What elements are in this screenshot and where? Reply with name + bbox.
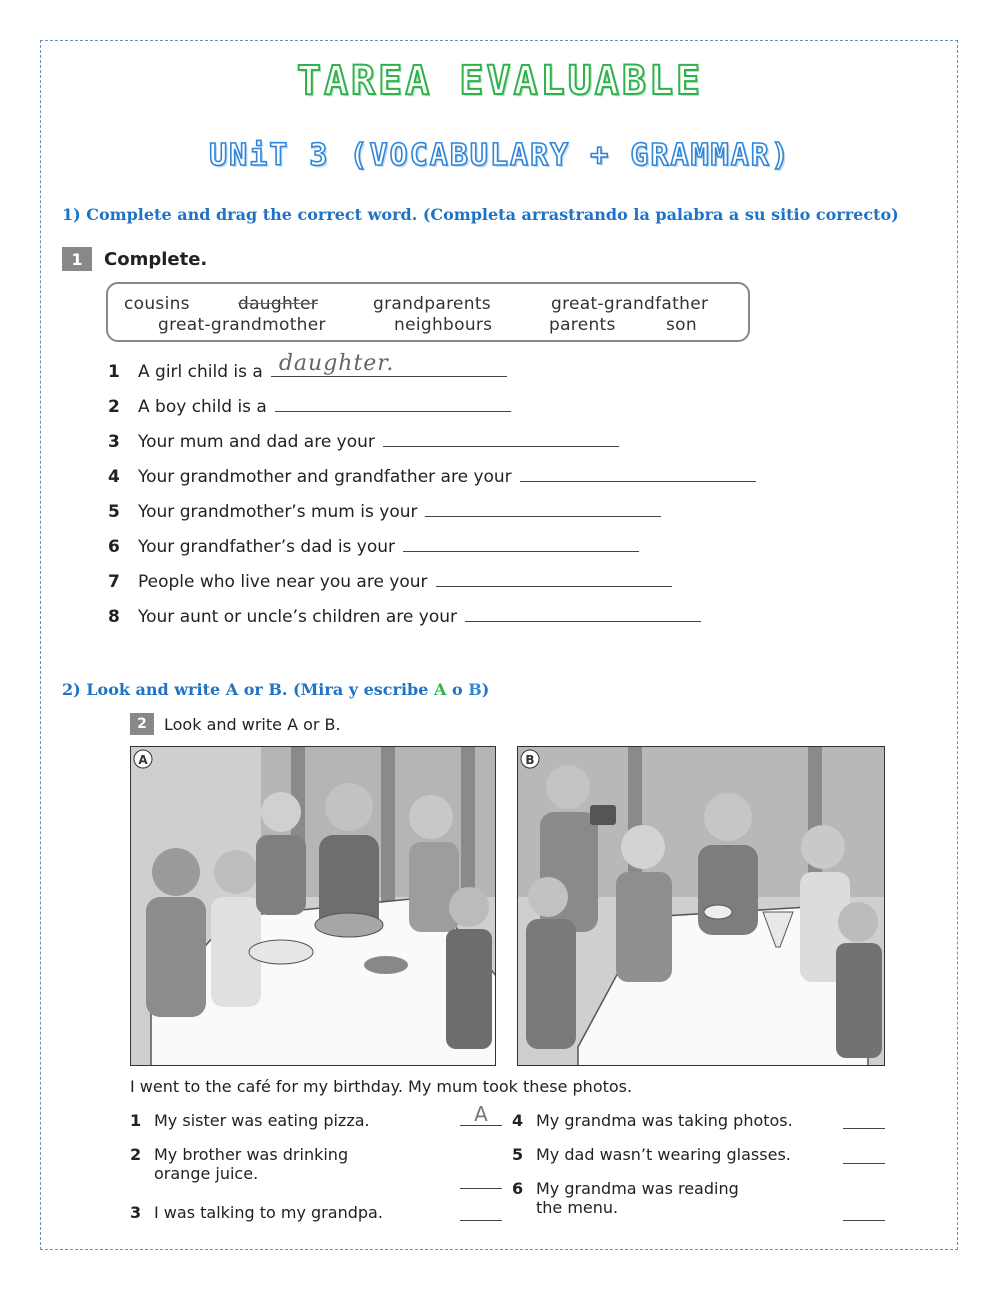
photo-b [517, 746, 885, 1066]
answer-input[interactable] [843, 1108, 885, 1129]
question-text: My grandma was reading the menu. [536, 1179, 739, 1217]
answer-input[interactable] [843, 1143, 885, 1164]
question-text: My grandma was taking photos. [536, 1111, 793, 1130]
question-row: 8 Your aunt or uncle’s children are your [108, 603, 701, 627]
photo-caption: I went to the café for my birthday. My mum took these photos. [130, 1077, 633, 1096]
answer-drop-zone[interactable] [271, 351, 507, 377]
word-chip[interactable]: neighbours [394, 315, 493, 335]
answer-drop-zone[interactable] [275, 393, 511, 412]
question-row: 1 A girl child is a daughter. [108, 358, 507, 382]
question-text: My dad wasn’t wearing glasses. [536, 1145, 791, 1164]
answer-drop-zone[interactable] [436, 568, 672, 587]
answer-input[interactable] [460, 1200, 502, 1221]
answer-drop-zone[interactable] [520, 463, 756, 482]
question-row: 5 My dad wasn’t wearing glasses. [512, 1145, 791, 1164]
page-title: TAREA EVALUABLE [296, 58, 704, 104]
question-row: 4 Your grandmother and grandfather are your [108, 463, 756, 487]
exercise1-header [62, 247, 207, 271]
word-chip[interactable]: great-grandfather [551, 294, 709, 314]
exercise1-title: Complete. [104, 248, 208, 270]
question-text: Your grandmother and grandfather are your [138, 467, 512, 487]
exercise1-number: 1 [62, 247, 92, 271]
question-row: 4 My grandma was taking photos. [512, 1111, 793, 1130]
question-row: 7 People who live near you are your [108, 568, 672, 592]
photo-a [130, 746, 496, 1066]
question-row: 1 My sister was eating pizza. [130, 1111, 370, 1130]
word-chip-used[interactable]: daughter [238, 294, 319, 314]
question-text: People who live near you are your [138, 572, 428, 592]
answer-drop-zone[interactable] [465, 603, 701, 622]
question-row: 3 I was talking to my grandpa. [130, 1203, 383, 1222]
exercise2-number: 2 [130, 713, 154, 735]
section2-instruction: 2) Look and write A or B. (Mira y escribe A o B) [62, 680, 490, 699]
question-text: Your grandfather’s dad is your [138, 537, 396, 557]
answer-drop-zone[interactable] [403, 533, 639, 552]
question-text: My brother was drinking orange juice. [154, 1145, 349, 1183]
answer-input[interactable]: A [460, 1105, 502, 1126]
photo-a-label: A [138, 753, 148, 767]
question-text: I was talking to my grandpa. [154, 1203, 383, 1222]
question-text: A girl child is a [138, 362, 263, 382]
answer-text: daughter. [278, 351, 395, 376]
question-text: Your mum and dad are your [138, 432, 375, 452]
word-chip[interactable]: grandparents [373, 294, 491, 314]
question-row: 6 Your grandfather’s dad is your [108, 533, 639, 557]
question-row: 2 My brother was drinking orange juice. [130, 1145, 349, 1183]
exercise2-header [130, 713, 341, 735]
word-chip[interactable]: great-grandmother [158, 315, 326, 335]
question-row: 2 A boy child is a [108, 393, 511, 417]
word-chip[interactable]: cousins [124, 294, 190, 314]
word-chip[interactable]: parents [549, 315, 616, 335]
photo-b-label: B [525, 753, 535, 767]
question-row: 5 Your grandmother’s mum is your [108, 498, 661, 522]
answer-drop-zone[interactable] [425, 498, 661, 517]
answer-input[interactable] [843, 1200, 885, 1221]
answer-drop-zone[interactable] [383, 428, 619, 447]
question-text: A boy child is a [138, 397, 267, 417]
question-row: 3 Your mum and dad are your [108, 428, 619, 452]
answer-input[interactable] [460, 1168, 502, 1189]
question-text: Your grandmother’s mum is your [138, 502, 418, 522]
question-text: Your aunt or uncle’s children are your [138, 607, 457, 627]
question-text: My sister was eating pizza. [154, 1111, 370, 1130]
question-row: 6 My grandma was reading the menu. [512, 1179, 739, 1217]
exercise2-title: Look and write A or B. [164, 714, 341, 734]
page-subtitle: UNiT 3 (VOCABULARY + GRAMMAR) [209, 138, 791, 173]
section1-instruction: 1) Complete and drag the correct word. (Completa arrastrando la palabra a su sitio correcto) [62, 205, 899, 224]
word-bank [106, 282, 750, 342]
word-chip[interactable]: son [666, 315, 697, 335]
